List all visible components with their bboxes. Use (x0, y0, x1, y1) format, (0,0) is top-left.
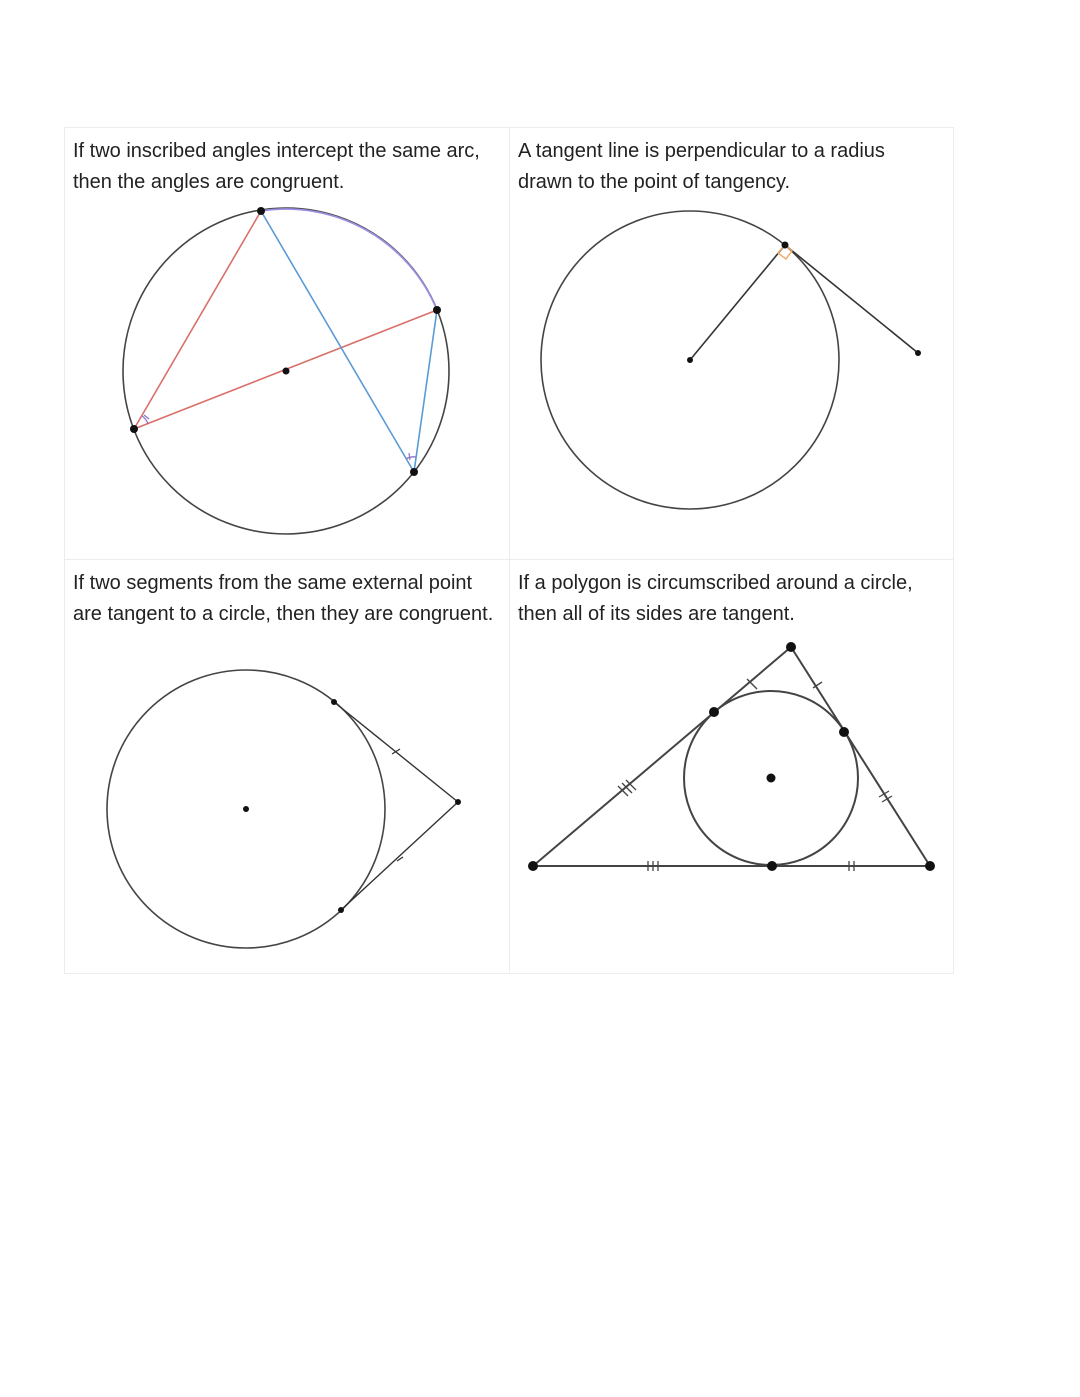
center-point (687, 357, 693, 363)
circumscribed-polygon-diagram (510, 560, 953, 973)
point-right (433, 306, 441, 314)
tangent-line (785, 245, 918, 353)
tangency-point-upper (331, 699, 337, 705)
theorem-text: If two inscribed angles intercept the same arc, then the angles are congruent. (73, 140, 480, 193)
external-point (455, 799, 461, 805)
vertex-top (786, 642, 796, 652)
point-bottom-right (410, 468, 418, 476)
theorem-grid (64, 127, 954, 974)
tangency-point-left (709, 707, 719, 717)
theorem-text: If a polygon is circumscribed around a circle, then all of its sides are tangent. (518, 572, 913, 625)
external-point (915, 350, 921, 356)
chord-blue-2 (414, 310, 437, 472)
theorem-text: A tangent line is perpendicular to a radius drawn to the point of tangency. (518, 140, 885, 193)
tangent-segment-lower (341, 802, 458, 910)
theorem-cell-tangent-segments (65, 560, 510, 973)
theorem-cell-circumscribed-polygon (510, 560, 953, 973)
tangency-point-base (767, 861, 777, 871)
tangency-point (782, 242, 789, 249)
chord-red-1 (134, 211, 261, 429)
angle-mark-blue (406, 457, 416, 459)
tangent-radius-diagram (510, 128, 953, 560)
radius (690, 245, 785, 360)
vertex-left (528, 861, 538, 871)
theorem-cell-tangent-radius (510, 128, 953, 560)
angle-tick-blue (409, 453, 410, 460)
incircle-center (767, 774, 776, 783)
center-point (243, 806, 249, 812)
tangency-point-right (839, 727, 849, 737)
point-left (130, 425, 138, 433)
tangent-segments-diagram (65, 560, 510, 973)
vertex-right (925, 861, 935, 871)
theorem-cell-inscribed-angles (65, 128, 510, 560)
point-top (257, 207, 265, 215)
triangle (533, 647, 930, 866)
center-point (283, 368, 290, 375)
theorem-text: If two segments from the same external point are tangent to a circle, then they are congruent. (73, 572, 494, 625)
tangency-point-lower (338, 907, 344, 913)
intercepted-arc (261, 209, 437, 310)
chord-blue-1 (261, 211, 414, 472)
inscribed-angles-diagram (65, 128, 510, 560)
